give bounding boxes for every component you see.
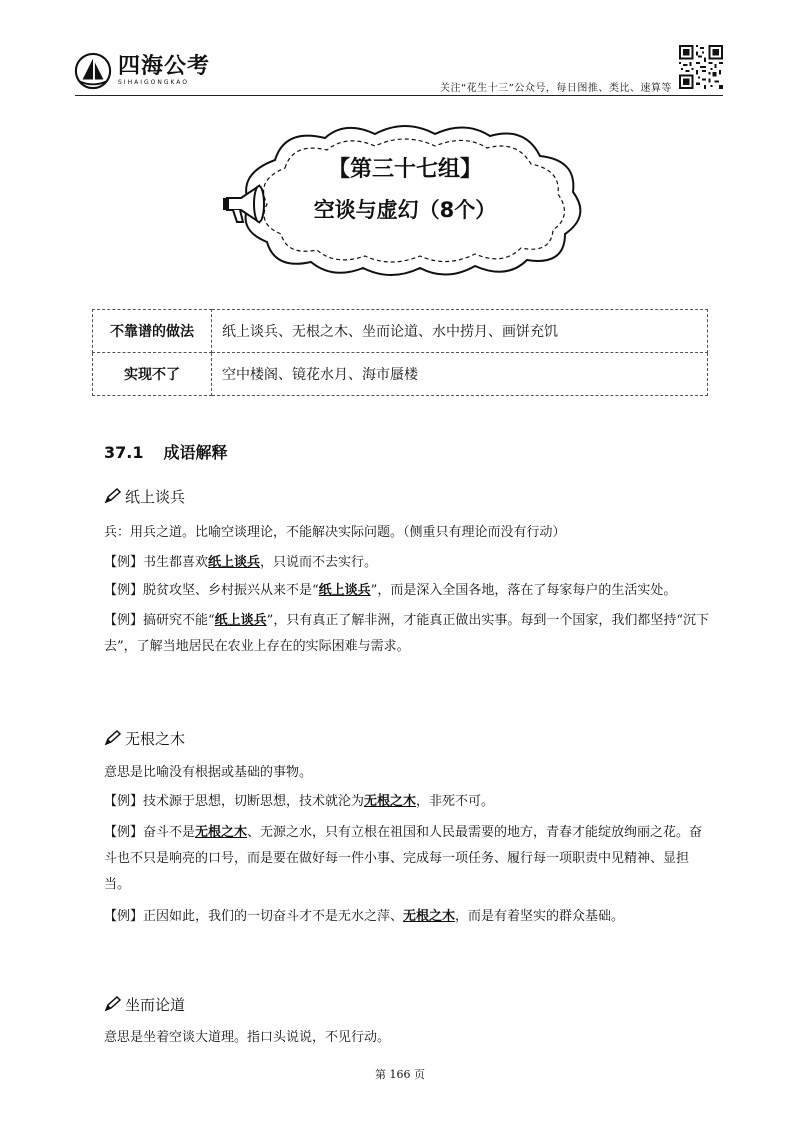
example-sentence: 【例】技术源于思想，切断思想，技术就沦为无根之木，非死不可。 [104,794,495,809]
idiom-highlight: 纸上谈兵 [318,583,371,598]
table-row [93,310,708,353]
idiom-highlight: 无根之木 [403,909,456,924]
row-label: 不靠谱的做法 [93,310,212,353]
table-row [93,353,708,396]
idiom-highlight: 无根之木 [195,825,248,840]
pencil-icon [104,488,122,504]
row-items: 空中楼阁、镜花水月、海市蜃楼 [212,353,708,396]
example-sentence: 【例】搞研究不能“纸上谈兵”，只有真正了解非洲，才能真正做出实事。每到一个国家，我们都坚持“沉下去”，了解当地居民在农业上存在的实际困难与需求。 [104,613,709,654]
group-number: 【第三十七组】 [327,157,482,182]
page-number: 第 166 页 [375,1068,425,1081]
example-sentence: 【例】正因如此，我们的一切奋斗才不是无水之萍、无根之木，而是有着坚实的群众基础。 [104,909,625,924]
row-label: 实现不了 [93,353,212,396]
qr-code-icon[interactable] [679,45,723,89]
group-theme: 空谈与虚幻（8个） [313,198,497,222]
header-slogan: 关注“花生十三”公众号，每日图推、类比、速算等 [440,83,672,94]
idiom-definition: 意思是坐着空谈大道理。指口头说说，不见行动。 [104,1030,391,1045]
section-number: 37.1 [104,443,144,462]
example-sentence: 【例】书生都喜欢纸上谈兵，只说而不去实行。 [104,555,378,570]
logo-pinyin: SIHAIGONGKAO [118,79,190,86]
group-title-banner [215,120,595,280]
idiom-heading [104,994,185,1015]
idiom-heading [104,486,185,507]
section-title: 成语解释 [163,443,228,462]
pencil-icon [104,730,122,746]
summary-table [92,309,708,396]
logo-name: 四海公考 [118,54,211,79]
idiom-name: 无根之木 [125,730,186,748]
page-header [0,0,800,110]
idiom-definition: 意思是比喻没有根据或基础的事物。 [104,765,313,780]
header-divider [75,95,723,96]
idiom-heading [104,728,185,749]
example-sentence: 【例】脱贫攻坚、乡村振兴从来不是“纸上谈兵”，而是深入全国各地，落在了每家每户的生活实处。 [104,583,677,598]
section-heading [104,440,228,463]
row-items: 纸上谈兵、无根之木、坐而论道、水中捞月、画饼充饥 [212,310,708,353]
pencil-icon [104,996,122,1012]
idiom-highlight: 纸上谈兵 [208,555,261,570]
idiom-name: 坐而论道 [125,996,186,1014]
idiom-definition: 兵：用兵之道。比喻空谈理论，不能解决实际问题。（侧重只有理论而没有行动） [104,525,566,540]
idiom-highlight: 无根之木 [364,794,417,809]
example-sentence: 【例】奋斗不是无根之木、无源之水，只有立根在祖国和人民最需要的地方，青春才能绽放绚丽之花。奋斗也不只是响亮的口号，而是要在做好每一件小事、完成每一项任务、履行每一项职责中见精神、显担当。 [104,825,703,892]
sailboat-logo-icon [74,52,112,90]
idiom-name: 纸上谈兵 [125,488,186,506]
logo [74,50,210,92]
idiom-highlight: 纸上谈兵 [214,613,267,628]
